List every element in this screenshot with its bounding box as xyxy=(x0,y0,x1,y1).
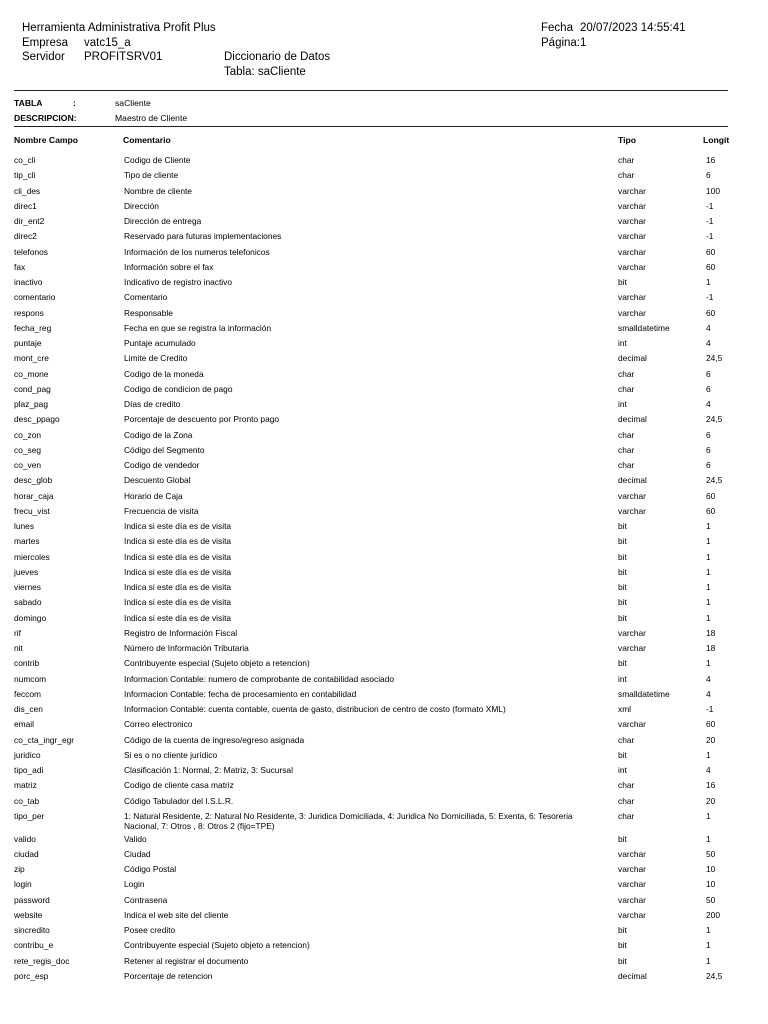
field-comment: Indica si este día es de visita xyxy=(124,521,232,531)
field-comment: Limite de Credito xyxy=(124,353,188,364)
field-name: jueves xyxy=(14,566,39,577)
field-type: bit xyxy=(618,277,627,287)
table-row xyxy=(0,895,768,910)
field-comment: Codigo de la moneda xyxy=(124,368,204,379)
field-length: 60 xyxy=(706,246,716,257)
field-type: bit xyxy=(618,658,627,669)
field-type: char xyxy=(618,795,635,806)
field-comment: Codigo de Cliente xyxy=(124,155,191,165)
field-type: varchar xyxy=(618,864,646,875)
field-type: bit xyxy=(618,582,627,592)
table-row xyxy=(0,353,768,368)
field-length: 10 xyxy=(706,864,716,875)
field-type: xml xyxy=(618,704,632,714)
field-comment: Horario de Caja xyxy=(124,490,183,501)
table-row xyxy=(0,643,768,658)
table-row xyxy=(0,445,768,460)
field-name: viernes xyxy=(14,582,41,592)
table-row xyxy=(0,262,768,277)
field-length: 4 xyxy=(706,688,711,699)
table-row xyxy=(0,338,768,353)
field-name: feccom xyxy=(14,688,41,699)
field-length: 1 xyxy=(706,597,711,608)
field-type: smalldatetime xyxy=(618,322,670,333)
descripcion-value: Maestro de Cliente xyxy=(115,113,188,123)
field-name: matriz xyxy=(14,780,37,791)
field-name: respons xyxy=(14,307,44,318)
table-row xyxy=(0,765,768,780)
empresa-label: Empresa xyxy=(22,37,69,49)
column-header-length: Longit xyxy=(703,135,730,145)
pagina-value: 1 xyxy=(580,37,587,49)
field-length: 1 xyxy=(706,536,711,547)
field-name: direc2 xyxy=(14,231,37,242)
field-length: 4 xyxy=(706,673,711,684)
field-length: 1 xyxy=(706,833,711,844)
pagina-label: Página: xyxy=(541,37,581,49)
field-name: puntaje xyxy=(14,338,42,348)
field-name: miercoles xyxy=(14,551,50,562)
field-type: char xyxy=(618,368,635,379)
field-name: desc_glob xyxy=(14,475,53,486)
field-name: martes xyxy=(14,536,40,547)
field-name: juridico xyxy=(14,749,41,760)
field-name: sabado xyxy=(14,597,42,608)
field-comment: Correo electronico xyxy=(124,719,193,730)
field-type: char xyxy=(618,429,635,440)
field-comment: Login xyxy=(124,879,145,890)
field-type: bit xyxy=(618,551,627,562)
field-comment: Codigo de condicion de pago xyxy=(124,383,233,394)
field-comment: Retener al registrar el documento xyxy=(124,955,249,966)
field-length: 60 xyxy=(706,490,716,501)
field-type: decimal xyxy=(618,970,647,981)
field-length: 4 xyxy=(706,399,711,409)
field-comment: Si es o no cliente jurídico xyxy=(124,749,218,760)
table-row xyxy=(0,971,768,986)
table-row xyxy=(0,925,768,940)
field-length: 60 xyxy=(706,261,716,272)
table-row xyxy=(0,491,768,506)
field-comment: Frecuencia de visita xyxy=(124,505,199,516)
field-length: 24,5 xyxy=(706,475,723,486)
field-type: varchar xyxy=(618,292,646,303)
table-row xyxy=(0,155,768,170)
field-comment: Responsable xyxy=(124,307,173,318)
field-type: decimal xyxy=(618,475,647,486)
field-comment: 1: Natural Residente, 2: Natural No Residente, 3: Juridica Domiciliada, 4: Juridica No Domiciliada, 5: Exenta, 6: Tesoreria Nacional, 7: Otros , 8: Otros 2 (fijo=TPE) xyxy=(124,810,573,831)
field-name: plaz_pag xyxy=(14,399,48,409)
field-type: varchar xyxy=(618,879,646,890)
field-type: varchar xyxy=(618,643,646,653)
field-comment: Información de los numeros telefonicos xyxy=(124,246,270,257)
field-length: 6 xyxy=(706,460,711,470)
field-comment: Posee credito xyxy=(124,925,176,936)
field-name: ciudad xyxy=(14,848,39,859)
table-row xyxy=(0,735,768,750)
field-name: email xyxy=(14,719,35,730)
field-name: contribu_e xyxy=(14,940,54,951)
field-length: 60 xyxy=(706,307,716,318)
field-length: 20 xyxy=(706,795,716,806)
table-row xyxy=(0,277,768,292)
field-length: 24,5 xyxy=(706,414,723,425)
field-type: char xyxy=(618,810,635,821)
field-type: varchar xyxy=(618,894,646,905)
table-row xyxy=(0,170,768,185)
field-type: varchar xyxy=(618,909,646,920)
field-name: comentario xyxy=(14,292,56,303)
table-row xyxy=(0,719,768,734)
field-comment: Código Tabulador del I.S.L.R. xyxy=(124,795,234,806)
table-row xyxy=(0,414,768,429)
field-comment: Días de credito xyxy=(124,399,181,409)
field-length: 24,5 xyxy=(706,353,723,364)
servidor-label: Servidor xyxy=(22,51,65,63)
table-row xyxy=(0,506,768,521)
table-row xyxy=(0,201,768,216)
field-length: -1 xyxy=(706,216,714,226)
field-comment: Informacion Contable: fecha de procesamiento en contabilidad xyxy=(124,688,357,699)
field-type: varchar xyxy=(618,719,646,730)
field-length: -1 xyxy=(706,200,714,211)
field-length: 6 xyxy=(706,170,711,181)
field-comment: Indica si este día es de visita xyxy=(124,597,232,608)
field-comment: Número de Información Tributaria xyxy=(124,643,249,653)
field-type: char xyxy=(618,734,635,745)
field-comment: Código de la cuenta de ingreso/egreso asignada xyxy=(124,734,305,745)
table-row xyxy=(0,308,768,323)
field-type: varchar xyxy=(618,200,646,211)
field-type: char xyxy=(618,170,635,181)
field-comment: Tipo de cliente xyxy=(124,170,179,181)
field-length: 50 xyxy=(706,894,716,905)
field-length: 10 xyxy=(706,879,716,890)
field-comment: Puntaje acumulado xyxy=(124,338,196,348)
field-comment: Indica si este día es de visita xyxy=(124,551,232,562)
tabla-separator: : xyxy=(73,98,76,108)
table-row xyxy=(0,186,768,201)
field-type: char xyxy=(618,383,635,394)
table-row xyxy=(0,780,768,795)
descripcion-label: DESCRIPCION: xyxy=(14,113,77,123)
table-row xyxy=(0,910,768,925)
table-row xyxy=(0,834,768,849)
field-name: tipo_per xyxy=(14,810,45,821)
field-name: nit xyxy=(14,643,23,653)
field-comment: Indica si este día es de visita xyxy=(124,582,232,592)
field-length: 18 xyxy=(706,627,716,638)
field-comment: Dirección de entrega xyxy=(124,216,202,226)
table-title: Tabla: saCliente xyxy=(224,66,306,78)
table-row xyxy=(0,879,768,894)
field-length: 4 xyxy=(706,765,711,775)
field-name: valido xyxy=(14,833,36,844)
field-name: domingo xyxy=(14,612,47,623)
field-name: zip xyxy=(14,864,25,875)
field-type: varchar xyxy=(618,490,646,501)
field-length: 1 xyxy=(706,749,711,760)
field-type: varchar xyxy=(618,231,646,242)
field-name: horar_caja xyxy=(14,490,54,501)
field-name: co_mone xyxy=(14,368,49,379)
field-comment: Codigo de vendedor xyxy=(124,460,200,470)
table-row xyxy=(0,689,768,704)
field-comment: Código Postal xyxy=(124,864,177,875)
field-name: numcom xyxy=(14,673,47,684)
field-length: -1 xyxy=(706,231,714,242)
field-length: 16 xyxy=(706,780,716,791)
field-length: 1 xyxy=(706,277,711,287)
field-length: 60 xyxy=(706,719,716,730)
field-name: co_tab xyxy=(14,795,40,806)
field-type: bit xyxy=(618,566,627,577)
field-comment: Contribuyente especial (Sujeto objeto a retencion) xyxy=(124,940,310,951)
field-length: -1 xyxy=(706,292,714,303)
empresa-value: vatc15_a xyxy=(84,37,131,49)
field-name: password xyxy=(14,894,50,905)
field-name: frecu_vist xyxy=(14,505,50,516)
field-name: fecha_reg xyxy=(14,322,52,333)
field-comment: Indica si este día es de visita xyxy=(124,612,232,623)
field-comment: Reservado para futuras implementaciones xyxy=(124,231,282,242)
field-length: 1 xyxy=(706,582,711,592)
table-row xyxy=(0,216,768,231)
table-row xyxy=(0,384,768,399)
field-name: tipo_adi xyxy=(14,765,44,775)
field-type: varchar xyxy=(618,627,646,638)
servidor-value: PROFITSRV01 xyxy=(84,51,163,63)
field-comment: Descuento Global xyxy=(124,475,191,486)
field-comment: Dirección xyxy=(124,200,159,211)
field-name: cond_pag xyxy=(14,383,51,394)
field-type: int xyxy=(618,765,627,775)
field-comment: Indicativo de registro inactivo xyxy=(124,277,232,287)
field-length: 24,5 xyxy=(706,970,723,981)
field-name: login xyxy=(14,879,32,890)
field-length: -1 xyxy=(706,704,714,714)
field-length: 200 xyxy=(706,909,720,920)
meta-divider xyxy=(14,126,728,127)
field-length: 1 xyxy=(706,955,711,966)
app-title: Herramienta Administrativa Profit Plus xyxy=(22,22,216,34)
field-comment: Contrasena xyxy=(124,894,168,905)
table-row xyxy=(0,674,768,689)
field-length: 1 xyxy=(706,566,711,577)
field-length: 60 xyxy=(706,505,716,516)
field-comment: Ciudad xyxy=(124,848,151,859)
field-name: porc_esp xyxy=(14,970,49,981)
table-row xyxy=(0,521,768,536)
field-name: co_cta_ingr_egr xyxy=(14,734,75,745)
field-type: bit xyxy=(618,955,627,966)
field-type: char xyxy=(618,460,635,470)
field-name: website xyxy=(14,909,43,920)
table-row xyxy=(0,582,768,597)
field-type: varchar xyxy=(618,246,646,257)
column-header-comment: Comentario xyxy=(123,135,171,145)
field-type: bit xyxy=(618,925,627,936)
field-name: contrib xyxy=(14,658,40,669)
field-name: rif xyxy=(14,627,21,638)
table-row xyxy=(0,597,768,612)
table-row xyxy=(0,552,768,567)
field-length: 6 xyxy=(706,368,711,379)
header-divider xyxy=(14,90,728,91)
field-type: char xyxy=(618,155,635,165)
table-row xyxy=(0,750,768,765)
field-type: smalldatetime xyxy=(618,688,670,699)
field-name: co_cli xyxy=(14,155,36,165)
table-row xyxy=(0,292,768,307)
field-comment: Porcentaje de descuento por Pronto pago xyxy=(124,414,280,425)
field-comment: Registro de Información Fiscal xyxy=(124,627,238,638)
field-name: fax xyxy=(14,261,26,272)
field-length: 1 xyxy=(706,551,711,562)
field-type: varchar xyxy=(618,505,646,516)
table-row xyxy=(0,536,768,551)
table-row xyxy=(0,658,768,673)
field-type: varchar xyxy=(618,848,646,859)
field-length: 16 xyxy=(706,155,716,165)
fecha-value: 20/07/2023 14:55:41 xyxy=(580,22,686,34)
field-name: inactivo xyxy=(14,277,43,287)
field-comment: Clasificación 1: Normal, 2: Matriz, 3: Sucursal xyxy=(124,765,293,775)
field-comment: Indica si este día es de visita xyxy=(124,566,232,577)
field-type: int xyxy=(618,673,627,684)
table-row xyxy=(0,369,768,384)
table-row xyxy=(0,460,768,475)
table-row xyxy=(0,399,768,414)
field-comment: Comentario xyxy=(124,292,168,303)
field-type: bit xyxy=(618,521,627,531)
field-type: decimal xyxy=(618,353,647,364)
field-length: 1 xyxy=(706,521,711,531)
field-comment: Porcentaje de retencion xyxy=(124,970,213,981)
field-name: mont_cre xyxy=(14,353,49,364)
field-length: 50 xyxy=(706,848,716,859)
field-type: bit xyxy=(618,597,627,608)
field-comment: Indica si este día es de visita xyxy=(124,536,232,547)
table-row xyxy=(0,613,768,628)
field-type: varchar xyxy=(618,307,646,318)
column-header-type: Tipo xyxy=(618,135,636,145)
field-comment: Informacion Contable: numero de comprobante de contabilidad asociado xyxy=(124,673,395,684)
field-length: 6 xyxy=(706,444,711,455)
field-type: bit xyxy=(618,536,627,547)
field-name: rete_regis_doc xyxy=(14,955,70,966)
table-row xyxy=(0,810,768,831)
field-type: decimal xyxy=(618,414,647,425)
field-comment: Código del Segmento xyxy=(124,444,205,455)
field-type: bit xyxy=(618,749,627,760)
table-row xyxy=(0,628,768,643)
field-length: 1 xyxy=(706,810,711,821)
table-row xyxy=(0,864,768,879)
field-name: dir_ent2 xyxy=(14,216,45,226)
field-length: 4 xyxy=(706,338,711,348)
table-row xyxy=(0,940,768,955)
tabla-value: saCliente xyxy=(115,98,151,108)
field-comment: Codigo de la Zona xyxy=(124,429,193,440)
field-type: bit xyxy=(618,612,627,623)
field-length: 1 xyxy=(706,658,711,669)
field-comment: Indica el web site del cliente xyxy=(124,909,229,920)
field-type: char xyxy=(618,780,635,791)
field-name: sincredito xyxy=(14,925,50,936)
field-length: 6 xyxy=(706,383,711,394)
field-length: 18 xyxy=(706,643,716,653)
field-name: co_seg xyxy=(14,444,42,455)
table-row xyxy=(0,796,768,811)
table-row xyxy=(0,704,768,719)
table-row xyxy=(0,430,768,445)
field-comment: Valido xyxy=(124,833,147,844)
field-comment: Contribuyente especial (Sujeto objeto a retencion) xyxy=(124,658,310,669)
field-name: co_zon xyxy=(14,429,42,440)
field-name: direc1 xyxy=(14,200,37,211)
field-length: 100 xyxy=(706,185,720,196)
field-name: co_ven xyxy=(14,460,42,470)
field-type: varchar xyxy=(618,261,646,272)
field-type: int xyxy=(618,338,627,348)
field-length: 1 xyxy=(706,612,711,623)
field-comment: Informacion Contable: cuenta contable, cuenta de gasto, distribucion de centro de costo (formato XML) xyxy=(124,704,506,714)
field-type: bit xyxy=(618,940,627,951)
field-length: 1 xyxy=(706,940,711,951)
field-comment: Fecha en que se registra la información xyxy=(124,322,272,333)
field-comment: Información sobre el fax xyxy=(124,261,214,272)
table-row xyxy=(0,956,768,971)
field-length: 6 xyxy=(706,429,711,440)
field-name: desc_ppago xyxy=(14,414,60,425)
table-row xyxy=(0,247,768,262)
field-type: varchar xyxy=(618,216,646,226)
column-header-name: Nombre Campo xyxy=(14,135,78,145)
field-comment: Nombre de cliente xyxy=(124,185,192,196)
field-length: 4 xyxy=(706,322,711,333)
field-name: telefonos xyxy=(14,246,48,257)
fecha-label: Fecha xyxy=(541,22,573,34)
field-comment: Codigo de cliente casa matriz xyxy=(124,780,234,791)
tabla-label: TABLA xyxy=(14,98,43,108)
field-name: tip_cli xyxy=(14,170,36,181)
table-row xyxy=(0,567,768,582)
report-title: Diccionario de Datos xyxy=(224,51,331,63)
field-type: char xyxy=(618,444,635,455)
table-row xyxy=(0,475,768,490)
table-row xyxy=(0,849,768,864)
field-name: lunes xyxy=(14,521,35,531)
field-type: bit xyxy=(618,833,627,844)
field-length: 1 xyxy=(706,925,711,936)
field-type: varchar xyxy=(618,185,646,196)
table-row xyxy=(0,323,768,338)
field-name: dis_cen xyxy=(14,704,43,714)
table-row xyxy=(0,231,768,246)
field-name: cli_des xyxy=(14,185,41,196)
field-length: 20 xyxy=(706,734,716,745)
field-type: int xyxy=(618,399,627,409)
